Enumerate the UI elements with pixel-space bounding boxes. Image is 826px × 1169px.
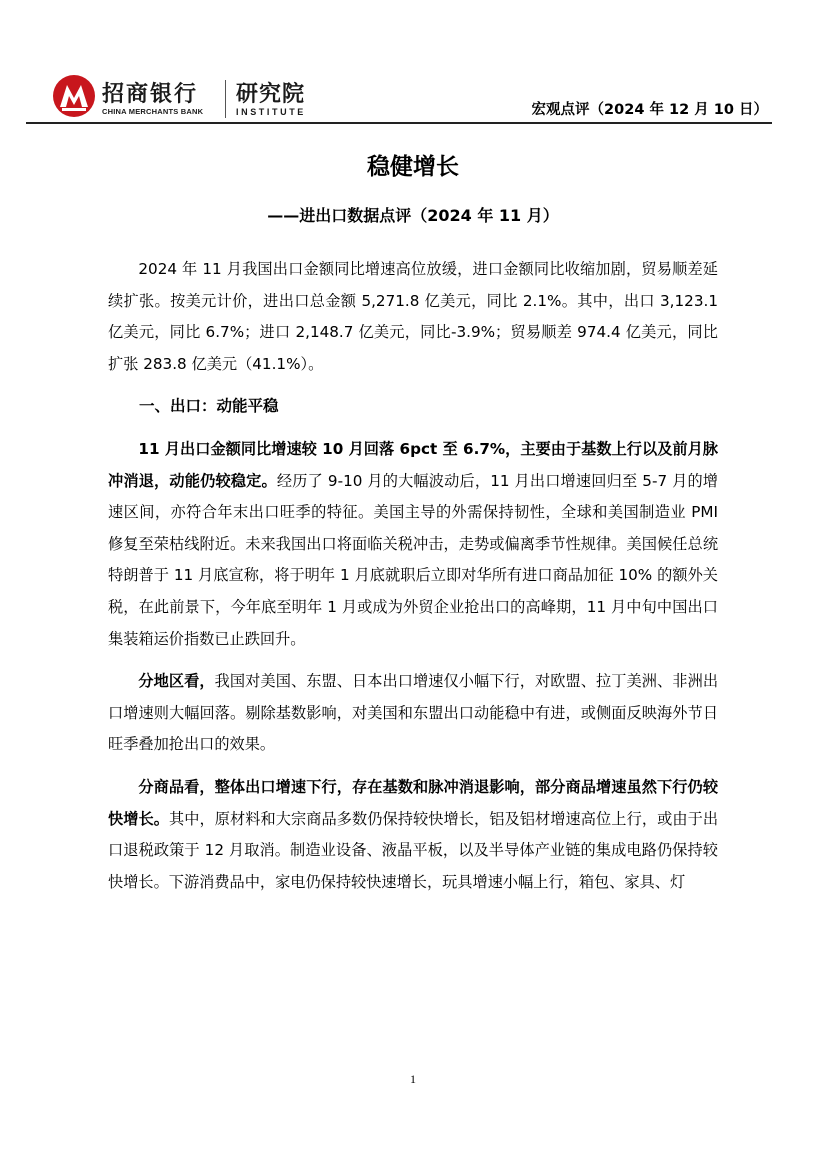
intro-paragraph: 2024 年 11 月我国出口金额同比增速高位放缓，进口金额同比收缩加剧，贸易顺差延续扩张。按美元计价，进出口总金额 5,271.8 亿美元，同比 2.1%。其中，出口 3,123.1 亿美元，同比 6.7%；进口 2,148.7 亿美元，同比-3.9%；贸易顺差 974.4 亿美元，同比扩张 283.8 亿美元（41.1%）。 [108,260,718,373]
exports-lead: 11 月出口金额同比增速较 10 月回落 6pct 至 6.7%，主要由于基数上行以及前月脉冲消退，动能仍较稳定。 [108,439,718,490]
institute-name-cn: 研究院 [236,82,306,107]
header-divider [225,80,226,118]
brand-name-en: CHINA MERCHANTS BANK [102,107,204,116]
regions-lead: 分地区看， [138,672,215,691]
report-body [108,254,718,898]
report-subtitle: ——进出口数据点评（2024 年 11 月） [267,206,559,225]
exports-paragraph [108,434,718,655]
products-paragraph [108,772,718,898]
exports-body: 经历了 9-10 月的大幅波动后，11 月出口增速回归至 5-7 月的增速区间，亦符合年末出口旺季的特征。美国主导的外需保持韧性，全球和美国制造业 PMI 修复至荣枯线附近。未来我国出口将面临关税冲击，走势或偏离季节性规律。美国候任总统特朗普于 11 月底宣称，将于明年 1 月底就职后立即对华所有进口商品加征 10% 的额外关税，在此前景下，今年底至明年 1 月或成为外贸企业抢出口的高峰期，11 月中旬中国出口集装箱运价指数已止跌回升。 [108,471,718,648]
header-rule [26,122,772,124]
page-number: 1 [410,1072,416,1086]
cmb-logo-icon [52,74,96,118]
report-type-date: 宏观点评（2024 年 12 月 10 日） [531,102,768,118]
regions-body: 我国对美国、东盟、日本出口增速仅小幅下行，对欧盟、拉丁美洲、非洲出口增速则大幅回落。剔除基数影响，对美国和东盟出口动能稳中有进，或侧面反映海外节日旺季叠加抢出口的效果。 [108,672,719,754]
products-body: 其中，原材料和大宗商品多数仍保持较快增长，铝及铝材增速高位上行，或由于出口退税政策于 12 月取消。制造业设备、液晶平板，以及半导体产业链的集成电路仍保持较快增长。下游消费品中，家电仍保持较快速增长，玩具增速小幅上行，箱包、家具、灯 [108,809,719,891]
institute-name-en: INSTITUTE [236,107,306,117]
report-header [52,74,770,124]
brand-name-cn: 招商银行 [102,82,199,107]
regions-paragraph [108,666,718,761]
section-heading-exports: 一、出口：动能平稳 [139,397,279,416]
products-lead: 分商品看，整体出口增速下行，存在基数和脉冲消退影响，部分商品增速虽然下行仍较快增长。 [108,777,718,828]
report-title: 稳健增长 [367,154,459,180]
